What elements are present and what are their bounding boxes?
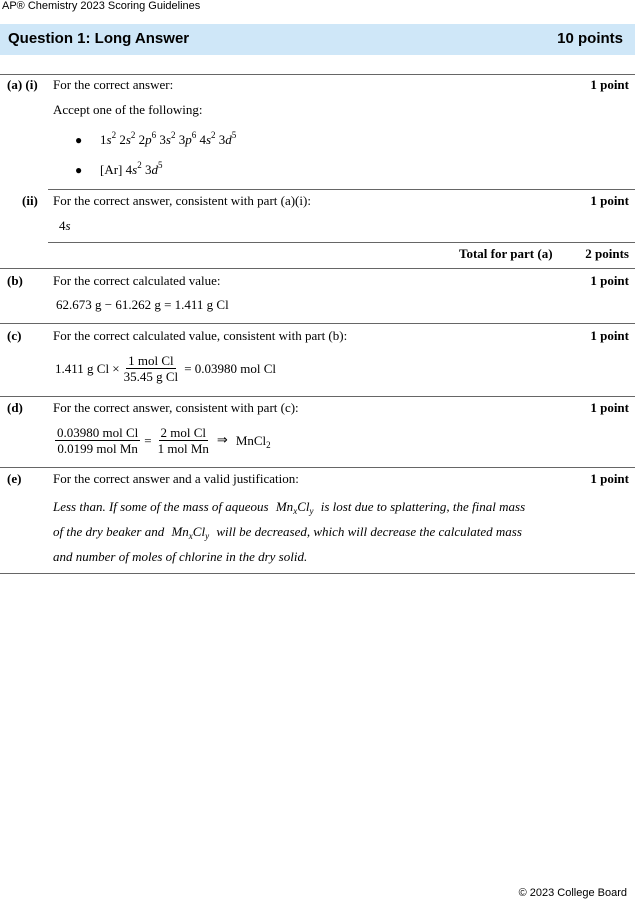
part-c-criterion: For the correct calculated value, consistent with part (b): — [53, 328, 348, 343]
part-b-criterion: For the correct calculated value: — [53, 273, 221, 288]
part-d-label: (d) — [7, 400, 23, 415]
document-header: AP® Chemistry 2023 Scoring Guidelines — [2, 0, 201, 12]
question-title-bar — [0, 24, 635, 55]
electron-config-noble: [Ar] $4s^2$ $3d^5$ — [100, 160, 163, 177]
part-e-formula: $Mn_xCl_y$ — [275, 499, 314, 516]
part-e-points: 1 point — [590, 471, 629, 486]
part-c-points: 1 point — [590, 328, 629, 343]
part-d-formula: MnCl$_2$ — [235, 432, 271, 450]
part-a-ii-label: (ii) — [22, 193, 38, 208]
total-part-a-label: Total for part (a) — [459, 246, 553, 261]
question-title: Question 1: Long Answer — [8, 30, 190, 47]
part-e-justification-line-1: Less than. If some of the mass of aqueous $Mn_xCl_y$ is lost due to splattering, the final mass — [53, 499, 526, 516]
rule — [0, 323, 635, 324]
part-c-fraction: $\frac{\text{1 mol Cl}}{\text{35.45 g Cl}}$ — [123, 353, 179, 384]
implies-arrow-icon: ⇒ — [216, 433, 228, 448]
part-e-criterion: For the correct answer and a valid justification: — [53, 471, 299, 486]
part-d-equation: $\frac{\text{0.03980 mol Cl}}{\text{0.0199 mol Mn}}$ = $\frac{\text{2 mol Cl}}{\text{1 mol Mn}}$ ⇒ MnCl$_2$ — [57, 425, 271, 456]
part-d-points: 1 point — [590, 400, 629, 415]
part-e-label: (e) — [7, 471, 22, 486]
rule — [0, 467, 635, 468]
question-total-points: 10 points — [557, 30, 623, 47]
electron-config-full: $1s^2$ $2s^2$ $2p^6$ $3s^2$ $3p^6$ $4s^2$ $3d^5$ — [100, 130, 237, 147]
part-b-label: (b) — [7, 273, 23, 288]
part-c-lhs: 1.411 g Cl × — [55, 360, 120, 376]
part-d-criterion: For the correct answer, consistent with part (c): — [53, 400, 299, 415]
part-c-equation — [55, 353, 276, 384]
part-c-result: = 0.03980 mol Cl — [184, 360, 277, 376]
rule — [0, 573, 635, 574]
bullet-icon: ● — [75, 163, 83, 177]
rule — [48, 189, 635, 190]
accept-text: Accept one of the following: — [53, 102, 203, 117]
part-e-justification-line-3: and number of moles of chlorine in the dry solid. — [53, 549, 308, 564]
rule — [0, 396, 635, 397]
part-b-points: 1 point — [590, 273, 629, 288]
part-a-ii-answer: 4s — [59, 218, 71, 233]
total-part-a-points: 2 points — [585, 246, 629, 261]
bullet-icon: ● — [75, 133, 83, 147]
part-e-justification-line-2: of the dry beaker and $Mn_xCl_y$ will be decreased, which will decrease the calculated mass — [53, 524, 522, 541]
part-c-label: (c) — [7, 328, 22, 343]
rule — [48, 242, 635, 243]
rule — [0, 268, 635, 269]
part-a-i-criterion: For the correct answer: — [53, 77, 174, 92]
part-d-fraction-2: $\frac{\text{2 mol Cl}}{\text{1 mol Mn}}$ — [157, 425, 209, 456]
part-d-fraction-1: $\frac{\text{0.03980 mol Cl}}{\text{0.0199 mol Mn}}$ — [57, 425, 139, 456]
part-a-i-label: (a) (i) — [7, 77, 38, 92]
part-b-equation: 62.673 g − 61.262 g = 1.411 g Cl — [56, 297, 229, 312]
rule — [0, 74, 635, 75]
part-a-i-points: 1 point — [590, 77, 629, 92]
part-a-ii-criterion: For the correct answer, consistent with part (a)(i): — [53, 193, 311, 208]
copyright-footer: © 2023 College Board — [518, 887, 627, 899]
part-a-ii-points: 1 point — [590, 193, 629, 208]
part-e-formula: $Mn_xCl_y$ — [171, 524, 210, 541]
